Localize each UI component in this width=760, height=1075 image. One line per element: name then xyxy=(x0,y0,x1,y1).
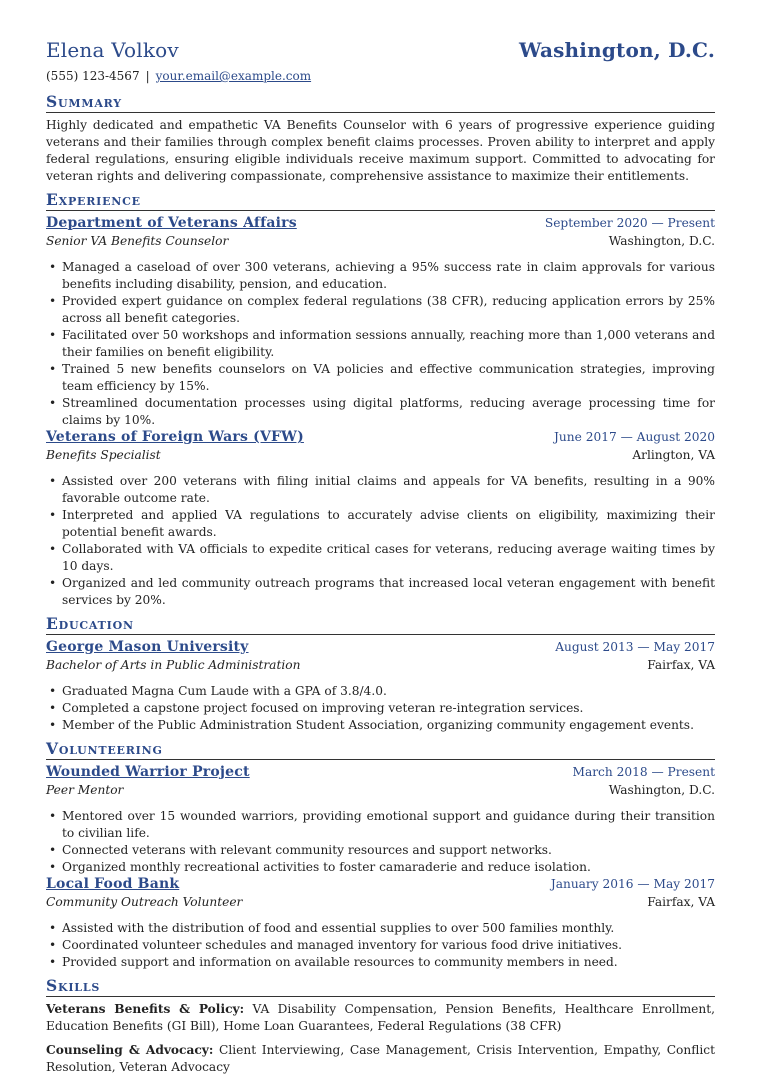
bullet-icon: • xyxy=(49,701,57,715)
skills-heading: Skills xyxy=(46,977,715,997)
bullet-icon: • xyxy=(49,396,57,410)
entry-title-row xyxy=(46,429,715,448)
bullet-list xyxy=(46,473,715,609)
organization-name[interactable]: Local Food Bank xyxy=(46,876,180,892)
entry-location: Arlington, VA xyxy=(632,448,715,462)
bullet-icon: • xyxy=(49,328,57,342)
entry-subtitle-row xyxy=(46,234,715,253)
bullet-item xyxy=(46,842,715,859)
bullet-icon: • xyxy=(49,542,57,556)
bullet-item xyxy=(46,327,715,361)
education-section xyxy=(46,639,715,734)
bullet-text: Provided support and information on available resources to community members in need. xyxy=(62,955,618,969)
bullet-icon: • xyxy=(49,294,57,308)
summary-text: Highly dedicated and empathetic VA Benefits Counselor with 6 years of progressive experience guiding veterans and their families through complex benefit claims processes. Proven ability to interpret and apply federal regulations, ensuring eligible individuals receive maximum support. Committed to advocating for veteran rights and delivering compassionate, comprehensive assistance to maximize their entitlements. xyxy=(46,118,715,183)
entry-role: Peer Mentor xyxy=(46,783,124,797)
education-heading: Education xyxy=(46,615,715,635)
phone-number: (555) 123-4567 xyxy=(46,69,140,83)
bullet-list xyxy=(46,259,715,429)
bullet-list xyxy=(46,683,715,734)
bullet-icon: • xyxy=(49,684,57,698)
bullet-item xyxy=(46,808,715,842)
bullet-item xyxy=(46,575,715,609)
entry-dates: January 2016 — May 2017 xyxy=(550,877,715,891)
entry-title-row xyxy=(46,876,715,895)
experience-heading: Experience xyxy=(46,191,715,211)
bullet-item xyxy=(46,717,715,734)
bullet-text: Facilitated over 50 workshops and information sessions annually, reaching more than 1,000 veterans and their families on benefit eligibility. xyxy=(62,328,715,359)
entry xyxy=(46,215,715,429)
entry-dates: March 2018 — Present xyxy=(572,765,715,779)
bullet-text: Organized monthly recreational activities to foster camaraderie and reduce isolation. xyxy=(62,860,591,874)
bullet-icon: • xyxy=(49,860,57,874)
entry-role: Senior VA Benefits Counselor xyxy=(46,234,229,248)
entry-dates: August 2013 — May 2017 xyxy=(555,640,715,654)
bullet-item xyxy=(46,259,715,293)
bullet-text: Streamlined documentation processes using digital platforms, reducing average processing time for claims by 10%. xyxy=(62,396,715,427)
skill-line xyxy=(46,1042,715,1075)
skills-section xyxy=(46,1001,715,1075)
bullet-icon: • xyxy=(49,474,57,488)
bullet-item xyxy=(46,541,715,575)
entry-dates: September 2020 — Present xyxy=(544,216,715,230)
entry-location: Washington, D.C. xyxy=(608,234,715,248)
experience-section xyxy=(46,215,715,609)
entry-subtitle-row xyxy=(46,783,715,802)
contact-separator: | xyxy=(145,69,150,83)
bullet-text: Collaborated with VA officials to expedite critical cases for veterans, reducing average waiting times by 10 days. xyxy=(62,542,715,573)
bullet-icon: • xyxy=(49,362,57,376)
bullet-icon: • xyxy=(49,576,57,590)
entry-role: Community Outreach Volunteer xyxy=(46,895,243,909)
entry xyxy=(46,429,715,609)
organization-name[interactable]: George Mason University xyxy=(46,639,249,655)
bullet-item xyxy=(46,920,715,937)
bullet-icon: • xyxy=(49,843,57,857)
entry xyxy=(46,639,715,734)
bullet-item xyxy=(46,954,715,971)
candidate-location: Washington, D.C. xyxy=(519,38,715,62)
bullet-item xyxy=(46,507,715,541)
email-link[interactable]: your.email@example.com xyxy=(155,69,312,83)
bullet-icon: • xyxy=(49,938,57,952)
entry-title-row xyxy=(46,764,715,783)
resume-header xyxy=(46,38,715,68)
bullet-text: Organized and led community outreach programs that increased local veteran engagement with benefit services by 20%. xyxy=(62,576,715,607)
bullet-text: Assisted over 200 veterans with filing initial claims and appeals for VA benefits, resulting in a 90% favorable outcome rate. xyxy=(62,474,715,505)
bullet-icon: • xyxy=(49,921,57,935)
entry-location: Washington, D.C. xyxy=(608,783,715,797)
bullet-icon: • xyxy=(49,508,57,522)
bullet-item xyxy=(46,395,715,429)
skill-category: Counseling & Advocacy: xyxy=(46,1043,214,1057)
bullet-icon: • xyxy=(49,260,57,274)
bullet-icon: • xyxy=(49,718,57,732)
volunteering-heading: Volunteering xyxy=(46,740,715,760)
organization-name[interactable]: Wounded Warrior Project xyxy=(46,764,250,780)
skill-category: Veterans Benefits & Policy: xyxy=(46,1002,245,1016)
bullet-icon: • xyxy=(49,809,57,823)
bullet-list xyxy=(46,808,715,876)
bullet-text: Mentored over 15 wounded warriors, providing emotional support and guidance during their transition to civilian life. xyxy=(62,809,715,840)
bullet-text: Member of the Public Administration Student Association, organizing community engagement events. xyxy=(62,718,694,732)
bullet-item xyxy=(46,293,715,327)
entry-title-row xyxy=(46,215,715,234)
candidate-name: Elena Volkov xyxy=(46,38,179,62)
bullet-text: Assisted with the distribution of food and essential supplies to over 500 families monthly. xyxy=(62,921,615,935)
bullet-text: Completed a capstone project focused on improving veteran re-integration services. xyxy=(62,701,584,715)
volunteering-section xyxy=(46,764,715,971)
bullet-text: Managed a caseload of over 300 veterans, achieving a 95% success rate in claim approvals for various benefits including disability, pension, and education. xyxy=(62,260,715,291)
bullet-text: Trained 5 new benefits counselors on VA policies and effective communication strategies, improving team efficiency by 15%. xyxy=(62,362,715,393)
skill-list: VA Disability Compensation, Pension Benefits, Healthcare Enrollment, Education Benefits (GI Bill), Home Loan Guarantees, Federal Regulations (38 CFR) xyxy=(46,1002,715,1033)
bullet-text: Interpreted and applied VA regulations to accurately advise clients on eligibility, maximizing their potential benefit awards. xyxy=(62,508,715,539)
entry-role: Bachelor of Arts in Public Administration xyxy=(46,658,301,672)
entry-dates: June 2017 — August 2020 xyxy=(554,430,715,444)
entry-subtitle-row xyxy=(46,658,715,677)
entry xyxy=(46,764,715,876)
entry-location: Fairfax, VA xyxy=(647,658,715,672)
summary-heading: Summary xyxy=(46,93,715,113)
entry-subtitle-row xyxy=(46,895,715,914)
bullet-list xyxy=(46,920,715,971)
bullet-item xyxy=(46,361,715,395)
organization-name[interactable]: Department of Veterans Affairs xyxy=(46,215,297,231)
bullet-text: Graduated Magna Cum Laude with a GPA of 3.8/4.0. xyxy=(62,684,387,698)
entry xyxy=(46,876,715,971)
bullet-icon: • xyxy=(49,955,57,969)
bullet-item xyxy=(46,700,715,717)
bullet-text: Provided expert guidance on complex federal regulations (38 CFR), reducing application errors by 25% across all benefit categories. xyxy=(62,294,715,325)
skill-line xyxy=(46,1001,715,1035)
bullet-item xyxy=(46,859,715,876)
bullet-text: Coordinated volunteer schedules and managed inventory for various food drive initiatives. xyxy=(62,938,623,952)
entry-subtitle-row xyxy=(46,448,715,467)
bullet-item xyxy=(46,937,715,954)
bullet-item xyxy=(46,683,715,700)
skill-list: Client Interviewing, Case Management, Crisis Intervention, Empathy, Conflict Resolution, Veteran Advocacy xyxy=(46,1043,715,1074)
contact-line xyxy=(46,69,715,87)
bullet-text: Connected veterans with relevant community resources and support networks. xyxy=(62,843,552,857)
entry-location: Fairfax, VA xyxy=(647,895,715,909)
organization-name[interactable]: Veterans of Foreign Wars (VFW) xyxy=(46,429,304,445)
entry-role: Benefits Specialist xyxy=(46,448,161,462)
bullet-item xyxy=(46,473,715,507)
entry-title-row xyxy=(46,639,715,658)
